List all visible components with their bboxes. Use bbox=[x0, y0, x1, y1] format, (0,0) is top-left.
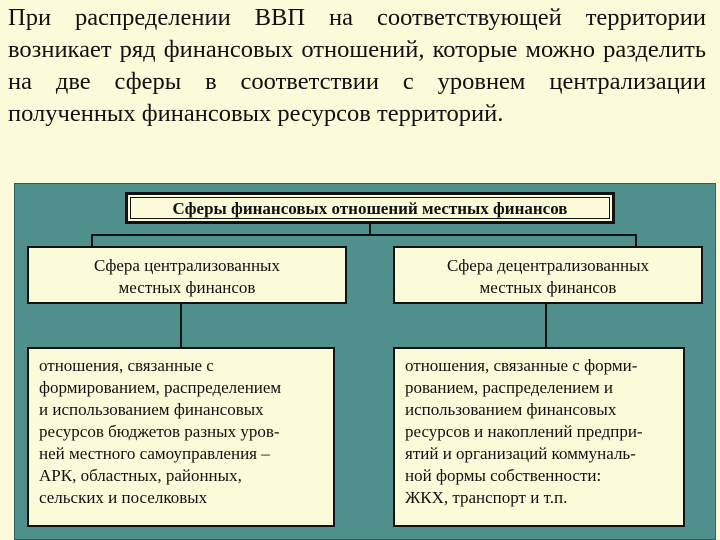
diagram-panel bbox=[14, 183, 716, 540]
connector-left-detail bbox=[180, 304, 182, 348]
decentralized-sphere-label: Сфера децентрализованных местных финансов bbox=[446, 256, 650, 297]
centralized-details-text: отношения, связанные с формированием, распределением и использованием финансовых ресурсов бюджетов разных уров- ней местного самоуправления – АРК, областных, районных, сельских и поселковых bbox=[39, 356, 282, 507]
decentralized-sphere-box bbox=[393, 246, 703, 304]
decentralized-details-text: отношения, связанные с форми- рованием, распределением и использованием финансовых ресурсов и накоплений предпри- ятий и организаций коммуналь- ной формы собственности: ЖКХ, транспорт и т.п. bbox=[405, 356, 643, 507]
connector-right-detail bbox=[545, 304, 547, 348]
centralized-details-box bbox=[27, 347, 335, 527]
diagram-title-box: Сферы финансовых отношений местных финансов bbox=[125, 192, 615, 224]
intro-paragraph: При распределении ВВП на соответствующей территории возникает ряд финансовых отношений, которые можно разделить на две сферы в соответствии с уровнем централизации полученных финансовых ресурсов территорий. bbox=[8, 4, 706, 127]
connector-horizontal bbox=[91, 234, 637, 236]
decentralized-details-box bbox=[393, 347, 685, 527]
centralized-sphere-box bbox=[27, 246, 347, 304]
centralized-sphere-label: Сфера централизованных местных финансов bbox=[94, 256, 280, 297]
